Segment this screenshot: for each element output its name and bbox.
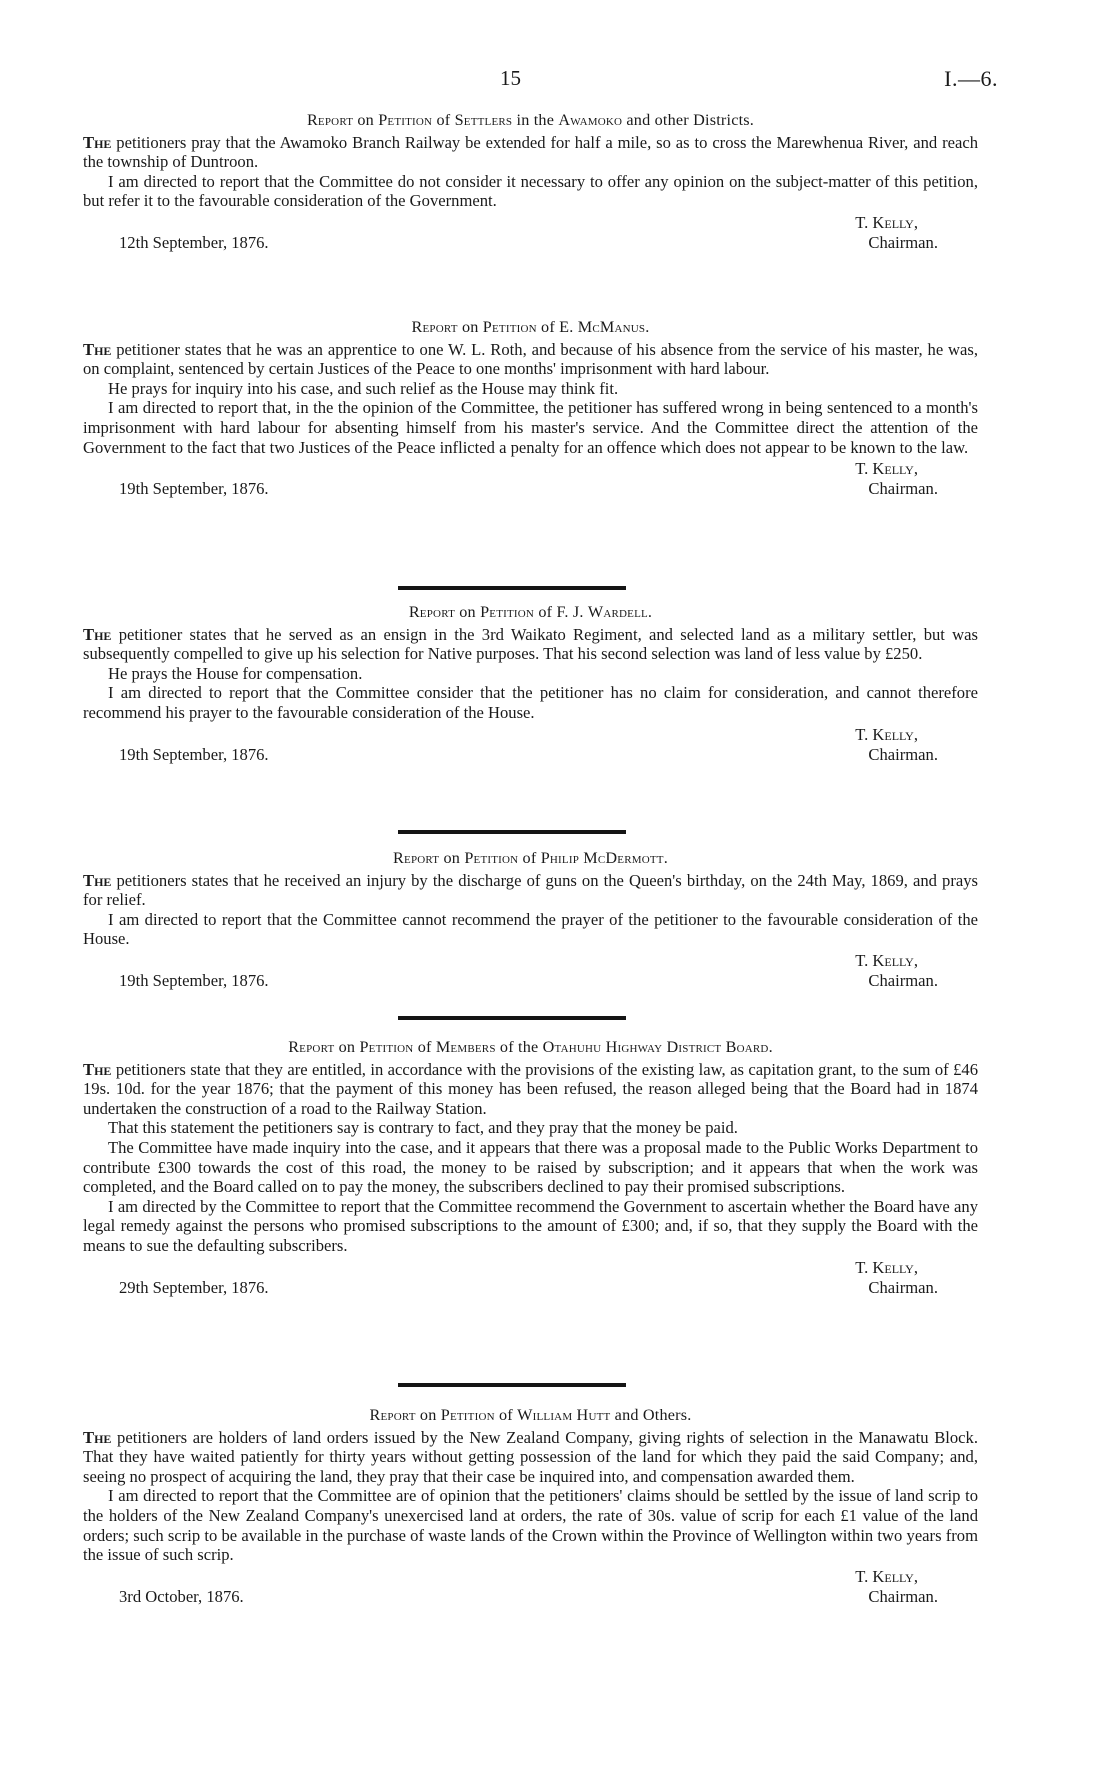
report-date: 12th September, 1876. [119,232,269,252]
report-date: 19th September, 1876. [119,744,269,764]
report-paragraph: The petitioner states that he was an apprentice to one W. L. Roth, and because of his absence from the service of his master, he was, on complaint, sentenced by certain Justices of the Peace to one months' imprisonment with hard labour. [83,339,978,379]
report-date: 19th September, 1876. [119,970,269,990]
page-number: 15 [500,66,521,90]
signer-role: Chairman. [868,1277,938,1297]
report-paragraph: I am directed to report that, in the the opinion of the Committee, the petitioner has suffered wrong in being sentenced to a month's imprisonment with hard labour for absenting himself from his master's service. And the Committee direct the attention of the Government to the fact that two Justices of the Peace inflicted a penalty for an offence which does not appear to be known to the law. [83,398,978,457]
signer-name: T. Kelly, [855,459,918,479]
report-paragraph: I am directed to report that the Committee are of opinion that the petitioners' claims should be settled by the issue of land scrip to the holders of the New Zealand Company's unexercised land at orders, the rate of 30s. value of scrip for each £1 value of the land orders; such scrip to be available in the purchase of waste lands of the Crown within the Province of Wellington within two years from the issue of such scrip. [83,1486,978,1565]
report-paragraph: He prays for inquiry into his case, and such relief as the House may think fit. [108,378,619,398]
page-header [0,66,1114,92]
report-paragraph: I am directed to report that the Committee cannot recommend the prayer of the petitioner to the favourable consideration of the House. [83,909,978,949]
signer-role: Chairman. [868,479,938,499]
signer-name: T. Kelly, [855,1257,918,1277]
report-william-hutt [83,1406,978,1607]
signer-role: Chairman. [868,744,938,764]
report-paragraph: The petitioners are holders of land orders issued by the New Zealand Company, giving rights of selection in the Manawatu Block. That they have waited patiently for thirty years without getting possession of the land for which they paid the said Company; and, seeing no prospect of acquiring the land, they pray that their case be inquired into, and compensation awarded them. [83,1427,978,1486]
report-title: Report on Petition of William Hutt and Others. [369,1406,692,1424]
report-title: Report on Petition of Members of the Otahuhu Highway District Board. [288,1038,773,1056]
report-paragraph: He prays the House for compensation. [108,663,363,683]
report-wardell [83,603,978,765]
signature-block [83,1567,978,1607]
report-date: 29th September, 1876. [119,1277,269,1297]
report-title: Report on Petition of Philip McDermott. [393,849,668,867]
report-title: Report on Petition of F. J. Wardell. [408,603,653,621]
signature-block [83,459,978,499]
report-paragraph: The petitioners pray that the Awamoko Branch Railway be extended for half a mile, so as to cross the Marewhenua River, and reach the township of Duntroon. [83,132,978,172]
document-reference: I.—6. [944,66,998,91]
report-mcmanus [83,318,978,499]
signature-block [83,213,978,253]
report-paragraph: The petitioner states that he served as an ensign in the 3rd Waikato Regiment, and selected land as a military settler, but was subsequently compelled to give up his selection for Native purposes. That his second selection was land of less value by £250. [83,624,978,664]
report-title: Report on Petition of Settlers in the Awamoko and other Districts. [306,111,755,129]
signer-role: Chairman. [868,970,938,990]
report-paragraph: That this statement the petitioners say is contrary to fact, and they pray that the money be paid. [108,1118,738,1138]
section-divider [398,1383,626,1387]
signer-role: Chairman. [868,1586,938,1606]
report-title: Report on Petition of E. McManus. [411,318,650,336]
report-settlers-awamoko [83,111,978,253]
report-date: 3rd October, 1876. [119,1586,244,1606]
signature-block [83,725,978,765]
report-paragraph: The petitioners state that they are entitled, in accordance with the provisions of the existing law, as capitation grant, to the sum of £46 19s. 10d. for the year 1876; that the payment of this money has been refused, the reason alleged being that the Board had in 1874 undertaken the construction of a road to the Railway Station. [83,1059,978,1118]
section-divider [398,830,626,834]
signer-name: T. Kelly, [855,724,918,744]
report-paragraph: The Committee have made inquiry into the case, and it appears that there was a proposal made to the Public Works Department to contribute £300 towards the cost of this road, the money to be raised by subscription; and it appears that when the work was completed, and the Board called on to pay the money, the subscribers declined to pay their promised subscriptions. [83,1137,978,1197]
signature-block [83,1258,978,1298]
signer-role: Chairman. [868,232,938,252]
signer-name: T. Kelly, [855,950,918,970]
report-paragraph: I am directed by the Committee to report that the Committee recommend the Government to ascertain whether the Board have any legal remedy against the persons who promised subscriptions to the amount of £300; and, if so, that they supply the Board with the means to sue the defaulting subscribers. [83,1196,978,1255]
report-paragraph: The petitioners states that he received an injury by the discharge of guns on the Queen's birthday, on the 24th May, 1869, and prays for relief. [83,870,978,910]
report-otahuhu-board [83,1038,978,1298]
signature-block [83,951,978,991]
section-divider [398,586,626,590]
report-paragraph: I am directed to report that the Committee consider that the petitioner has no claim for consideration, and cannot therefore recommend his prayer to the favourable consideration of the House. [83,683,978,722]
report-date: 19th September, 1876. [119,479,269,499]
section-divider [398,1016,626,1020]
signer-name: T. Kelly, [855,212,918,232]
report-mcdermott [83,849,978,991]
signer-name: T. Kelly, [855,1566,918,1586]
report-paragraph: I am directed to report that the Committee do not consider it necessary to offer any opinion on the subject-matter of this petition, but refer it to the favourable consideration of the Government. [83,171,978,211]
